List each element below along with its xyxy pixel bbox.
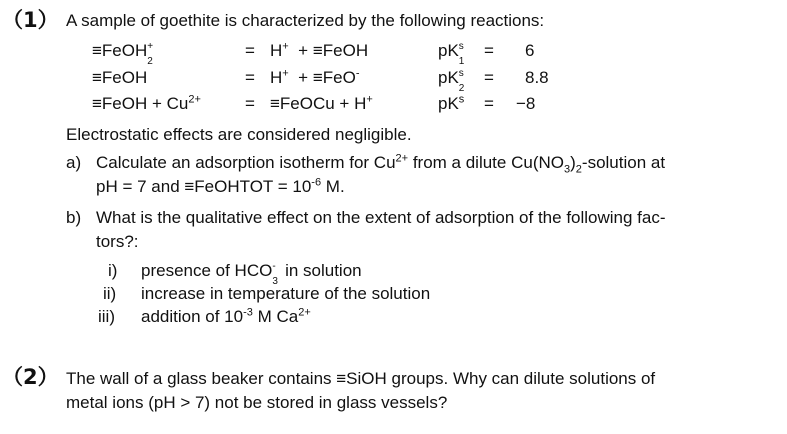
reaction-3-equals: = [245,94,255,113]
part-a-label: a) [66,153,82,172]
part-b-line-2: tors?: [96,232,139,251]
reaction-2-value: 8.8 [525,68,549,87]
part-b-item-3-text: addition of $10^{-3}$ M $Ca^{2+}$ [141,306,311,326]
reaction-3-pk: $pK^s$ [438,93,465,113]
part-a-line-2: pH = 7 and ≡FeOHTOT = $10^{-6}$ M. [96,176,345,196]
electrostatic-note: Electrostatic effects are considered negligible. [66,125,412,144]
reaction-3-pk-equals: = [484,94,494,113]
part-b-item-1-text: presence of HCO - 3 in solution [141,261,362,287]
reaction-2-lhs: ≡FeOH [92,68,148,87]
part-b-label: b) [66,208,82,227]
question-2-line-1: The wall of a glass beaker contains ≡SiOH groups. Why can dilute solutions of [66,369,656,388]
question-2-line-2: metal ions (pH > 7) not be stored in glass vessels? [66,393,448,412]
part-b-item-2-label: ii) [103,284,117,303]
question-1-intro: A sample of goethite is characterized by the following reactions: [66,11,545,30]
reaction-1-value: 6 [525,41,535,60]
reaction-3-value: −8 [516,94,536,113]
reaction-2-pk-equals: = [484,68,494,87]
reaction-2-equals: = [245,68,255,87]
question-2-number: （2） [2,365,59,389]
reaction-1-pk: pK s 1 [438,41,465,67]
part-b-item-3-label: iii) [98,307,115,326]
reaction-1-equals: = [245,41,255,60]
part-b-line-1: What is the qualitative effect on the extent of adsorption of the following fac- [96,208,666,227]
reaction-1-rhs: H+ + ≡FeOH [270,40,369,60]
reaction-1-lhs: ≡FeOH + 2 [92,41,154,67]
part-b-item-1-label: i) [108,261,118,280]
reaction-2-pk: pK s 2 [438,68,465,94]
question-1-number: （1） [2,8,59,32]
reaction-2-rhs: H+ + ≡FeO- [270,67,360,87]
part-a-line-1: Calculate an adsorption isotherm for $Cu^{2+}$ from a dilute $Cu(NO_3)_2$-solution at [96,152,666,176]
reaction-3-rhs: ≡FeOCu + H+ [270,93,373,113]
part-b-item-2-text: increase in temperature of the solution [141,284,431,303]
reaction-1-pk-equals: = [484,41,494,60]
reaction-3-lhs: ≡FeOH + $Cu^{2+}$ [92,93,201,113]
